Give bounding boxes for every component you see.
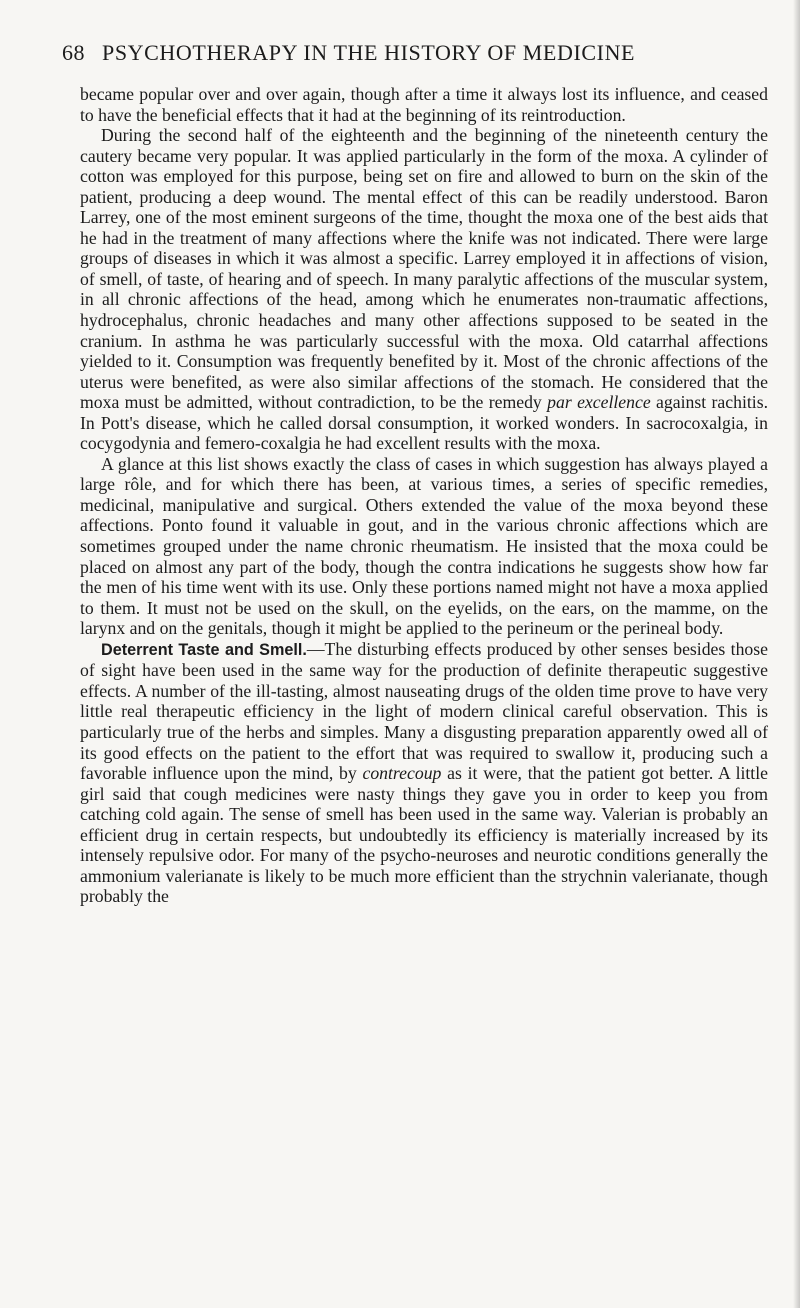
page-number: 68 xyxy=(62,40,85,65)
paragraph-text: as it were, that the patient got better. A little girl said that cough medicines were nasty things they gave you in order to keep you from catching cold again. The sense of smell has been used in the same way. Valerian is probably an efficient drug in certain respects, but undoubtedly its efficiency is materially increased by its intensely repulsive odor. For many of the psycho-neuroses and neurotic conditions generally the ammonium valerianate is likely to be much more efficient than the strychnin valerianate, though probably the xyxy=(80,763,768,907)
paragraph-text: A glance at this list shows exactly the class of cases in which suggestion has always played a large rôle, and for which there has been, at various times, a series of specific remedies, medicinal, manipulative and surgical. Others extended the value of the moxa beyond these affections. Ponto found it valuable in gout, and in the various chronic affections which are sometimes grouped under the name chronic rheumatism. He insisted that the moxa could be placed on almost any part of the body, though the contra indications he suggests show how far the men of his time went with its use. Only these portions named might not have a moxa applied to them. It must not be used on the skull, on the eyelids, on the ears, on the mamme, on the larynx and on the genitals, though it might be applied to the perineum or the perineal body. xyxy=(80,453,768,639)
paragraph-moxa-list xyxy=(80,454,768,639)
body-text xyxy=(80,84,768,907)
paragraph-text: became popular over and over again, though after a time it always lost its influence, and ceased to have the beneficial effects that it had at the beginning of its reintroduction. xyxy=(80,84,768,125)
section-heading: Deterrent Taste and Smell. xyxy=(101,640,307,659)
paragraph-continuation xyxy=(80,84,768,125)
page-edge-shadow xyxy=(793,0,800,1308)
paragraph-text: During the second half of the eighteenth and the beginning of the nineteenth century the cautery became very popular. It was applied particularly in the form of the moxa. A cylinder of cotton was employed for this purpose, being set on fire and allowed to burn on the skin of the patient, producing a deep wound. The mental effect of this can be readily understood. Baron Larrey, one of the most eminent surgeons of the time, thought the moxa one of the best aids that he had in the treatment of many affections where the knife was not indicated. There were large groups of diseases in which it was almost a specific. Larrey employed it in affections of vision, of smell, of taste, of hearing and of speech. In many paralytic affections of the muscular system, in all chronic affections of the head, among which he enumerates non-traumatic affections, hydrocephalus, chronic headaches and many other affections supposed to be seated in the cranium. In asthma he was particularly successful with the moxa. Old catarrhal affections yielded to it. Consumption was frequently benefited by it. Most of the chronic affections of the uterus were benefited, as were also similar affections of the stomach. He considered that the moxa must be admitted, without contradiction, to be the remedy xyxy=(80,125,768,413)
paragraph-deterrent xyxy=(80,639,768,907)
page-header xyxy=(62,40,782,70)
paragraph-text: against rachitis. In Pott's disease, which he called dorsal consumption, it worked wonders. In sacrocoxalgia, in cocygodynia and femero-coxalgia he had excellent results with the moxa. xyxy=(80,392,768,454)
running-head: PSYCHOTHERAPY IN THE HISTORY OF MEDICINE xyxy=(102,40,636,65)
italic-phrase: par excellence xyxy=(547,392,651,413)
italic-phrase: contrecoup xyxy=(362,763,442,784)
paragraph-cautery xyxy=(80,125,768,454)
paragraph-text: —The disturbing effects produced by other senses besides those of sight have been used in the same way for the production of definite therapeutic suggestive effects. A number of the ill-tasting, almost nauseating drugs of the olden time prove to have very little real therapeutic efficiency in the light of modern clinical careful observation. This is particularly true of the herbs and simples. Many a disgusting preparation apparently owed all of its good effects on the patient to the effort that was required to swallow it, producing such a favorable influence upon the mind, by xyxy=(80,638,768,784)
